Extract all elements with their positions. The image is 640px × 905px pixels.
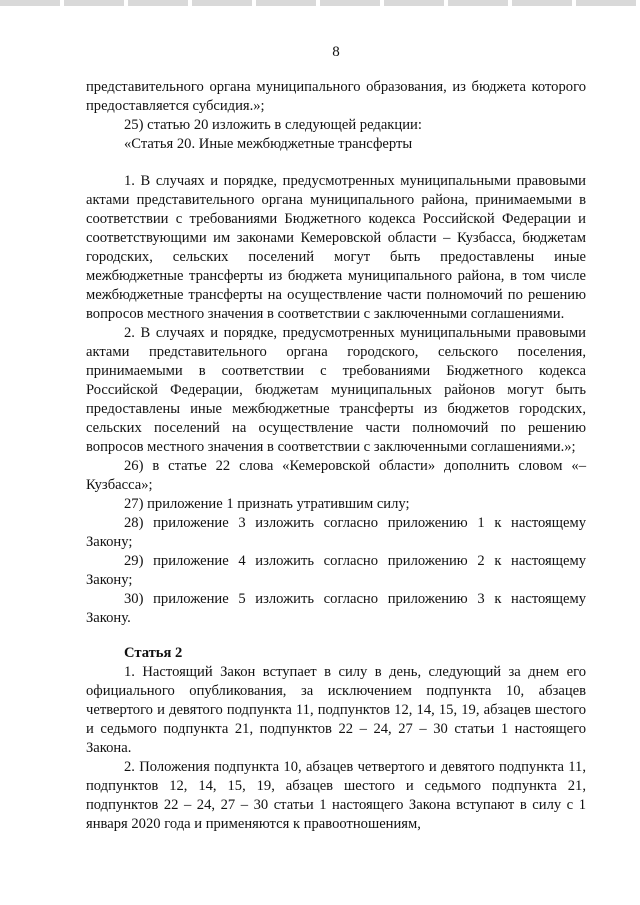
document-page <box>86 44 586 834</box>
paragraph-article-20-part-2: 2. В случаях и порядке, предусмотренных муниципальными правовыми актами представительного органа городского, сельского поселения, принимаемыми в соответствии с требованиями Бюджетного кодекса Российской Федерации, бюджетам муниципальных районов могут быть предоставлены иные межбюджетные трансферты из бюджетов городских, сельских поселений на осуществление части полномочий по решению вопросов местного значения в соответствии с заключенными соглашениями.»; <box>86 325 586 455</box>
paragraph-article-20-title: «Статья 20. Иные межбюджетные трансферты <box>124 136 413 152</box>
article-2-part-2: 2. Положения подпункта 10, абзацев четвертого и девятого подпункта 11, подпунктов 12, 14, 15, 19, абзацев шестого и седьмого подпункта 21, подпунктов 22 – 24, 27 – 30 статьи 1 настоящего Закона вступают в силу с 1 января 2020 года и применяются к правоотношениям, <box>86 759 586 832</box>
paragraph-item-27: 27) приложение 1 признать утратившим силу; <box>124 496 410 512</box>
article-2-part-1: 1. Настоящий Закон вступает в силу в день, следующий за днем его официального опубликования, за исключением подпункта 10, абзацев четвертого и девятого подпункта 11, подпунктов 12, 14, 15, 19, абзацев шестого и седьмого подпункта 21, подпунктов 22 – 24, 27 – 30 статьи 1 настоящего Закона. <box>86 664 586 756</box>
paragraph-continuation: представительного органа муниципального образования, из бюджета которого предоставляется субсидия.»; <box>86 79 586 114</box>
paragraph-item-29: 29) приложение 4 изложить согласно приложению 2 к настоящему Закону; <box>86 553 586 588</box>
paragraph-item-30: 30) приложение 5 изложить согласно приложению 3 к настоящему Закону. <box>86 591 586 626</box>
document-body <box>86 78 586 834</box>
article-2-heading: Статья 2 <box>124 645 183 661</box>
paragraph-item-26: 26) в статье 22 слова «Кемеровской области» дополнить словом «– Кузбасса»; <box>86 458 586 493</box>
paragraph-item-28: 28) приложение 3 изложить согласно приложению 1 к настоящему Закону; <box>86 515 586 550</box>
paragraph-article-20-part-1: 1. В случаях и порядке, предусмотренных муниципальными правовыми актами представительного органа муниципального района, принимаемыми в соответствии с требованиями Бюджетного кодекса Российской Федерации и соответствующими им законами Кемеровской области – Кузбасса, бюджетам городских, сельских поселений могут быть предоставлены иные межбюджетные трансферты из бюджета муниципального района, в том числе межбюджетные трансферты на осуществление части полномочий по решению вопросов местного значения в соответствии с заключенными соглашениями. <box>86 173 586 322</box>
page-number: 8 <box>332 44 340 60</box>
paragraph-item-25: 25) статью 20 изложить в следующей редакции: <box>124 117 422 133</box>
scan-top-edge <box>0 0 640 6</box>
spacer <box>86 628 586 644</box>
spacer <box>86 154 586 172</box>
